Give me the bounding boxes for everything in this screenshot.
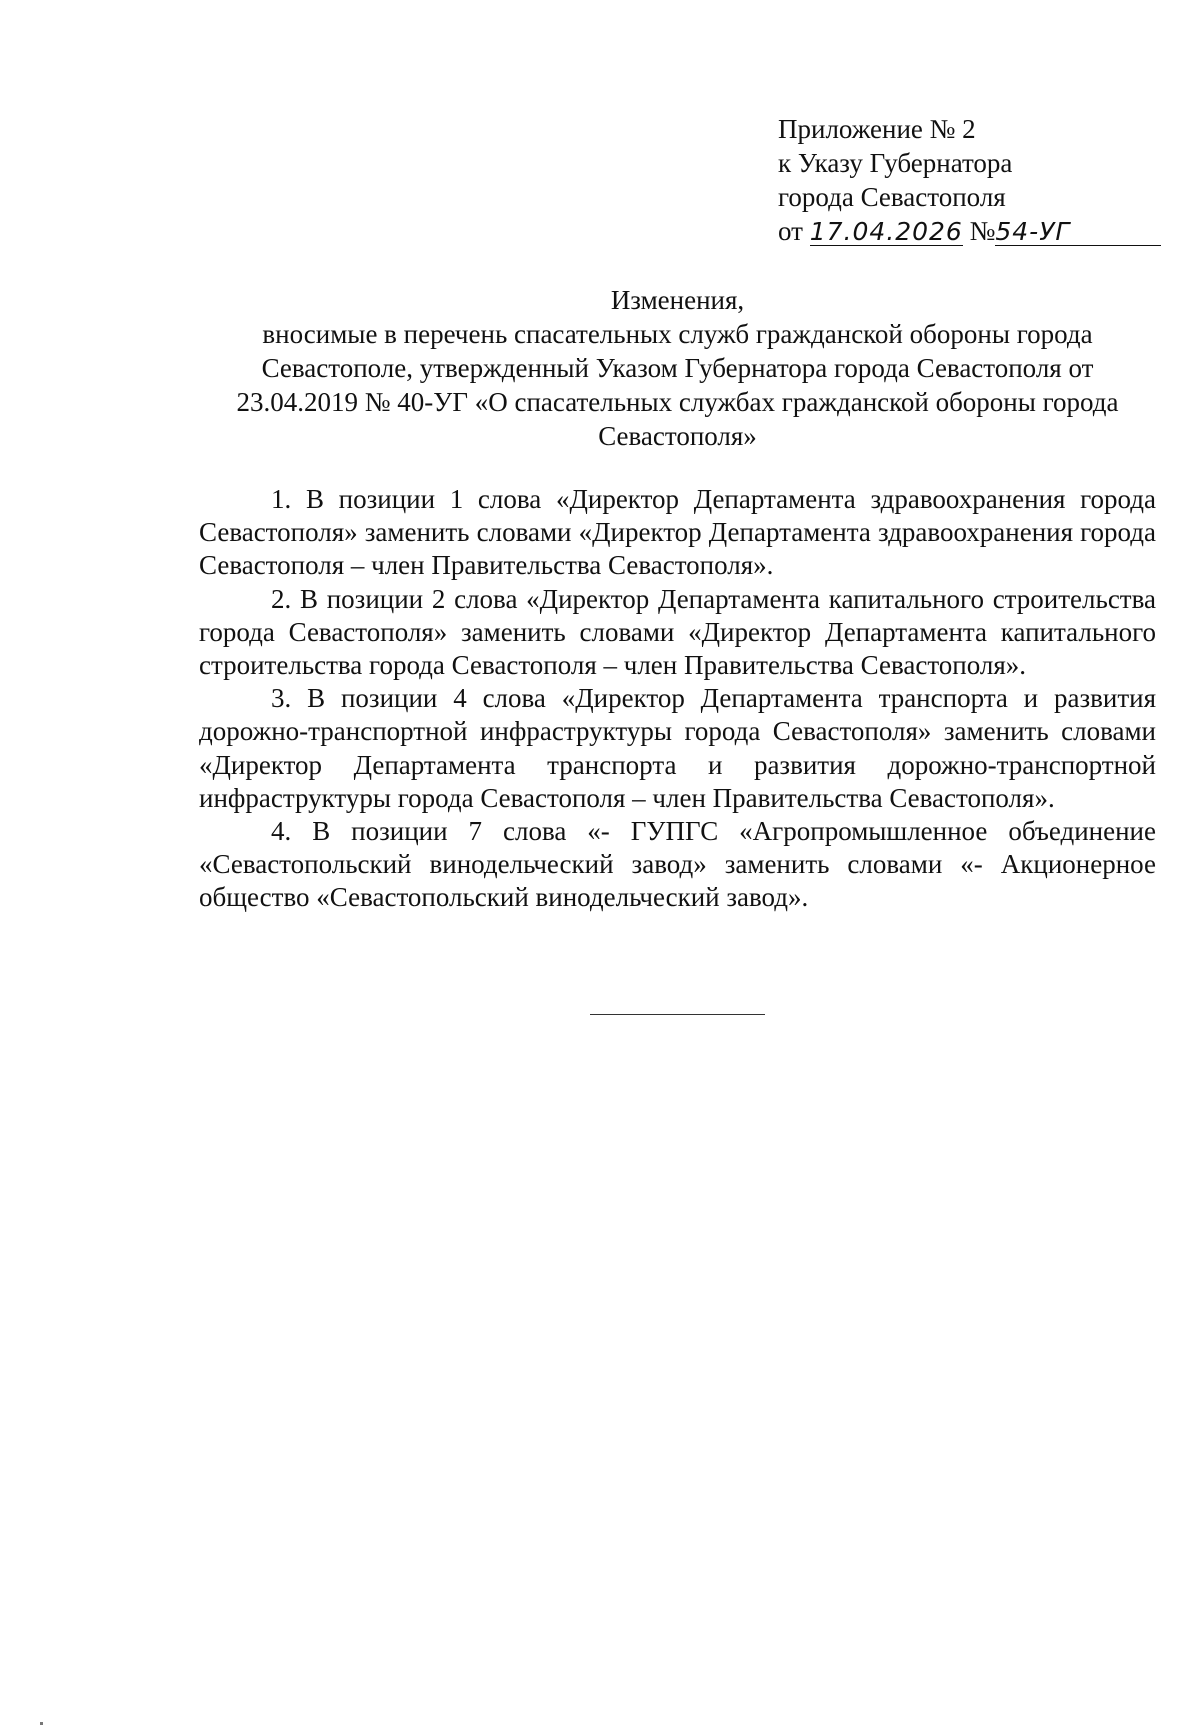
date-field (810, 218, 963, 246)
date-prefix: от (778, 216, 810, 246)
closing-separator-line (590, 1014, 765, 1015)
appendix-decree-ref: к Указу Губернатора (778, 148, 1013, 178)
number-prefix: № (962, 216, 996, 246)
title-heading: Изменения, (610, 285, 745, 315)
list-item: 2. В позиции 2 слова «Директор Департамента капитального строительства города Севастополя» заменить словами «Директор Департамента капитального строительства города Севастополя – член Правительства Севастополя». (199, 583, 1156, 681)
title-subheading: вносимые в перечень спасательных служб гражданской обороны города Севастополе, утвержденный Указом Губернатора города Севастополя от 23.04.2019 № 40-УГ «О спасательных службах гражданской обороны города Севастополя» (236, 319, 1119, 451)
list-item: 1. В позиции 1 слова «Директор Департамента здравоохранения города Севастополя» заменить словами «Директор Департамента здравоохранения города Севастополя – член Правительства Севастополя». (199, 484, 1156, 581)
document-title (200, 283, 1155, 453)
appendix-number: Приложение № 2 (778, 114, 976, 144)
appendix-header (778, 112, 1138, 248)
list-item: 3. В позиции 4 слова «Директор Департамента транспорта и развития дорожно-транспортной инфраструктуры города Севастополя» заменить словами «Директор Департамента транспорта и развития дорожно-транспортной инфраструктуры города Севастополя – член Правительства Севастополя». (199, 683, 1156, 813)
number-field (995, 218, 1161, 246)
appendix-date-line (778, 214, 1138, 248)
scan-speck (40, 1722, 43, 1725)
handwritten-date: 17.04.2026 (809, 217, 963, 246)
document-body (199, 483, 1156, 915)
handwritten-number: 54-УГ (995, 217, 1071, 246)
list-item: 4. В позиции 7 слова «- ГУПГС «Агропромышленное объединение «Севастопольский винодельческий завод» заменить словами «- Акционерное общество «Севастопольский винодельческий завод». (199, 816, 1156, 913)
appendix-city: города Севастополя (778, 182, 1006, 212)
